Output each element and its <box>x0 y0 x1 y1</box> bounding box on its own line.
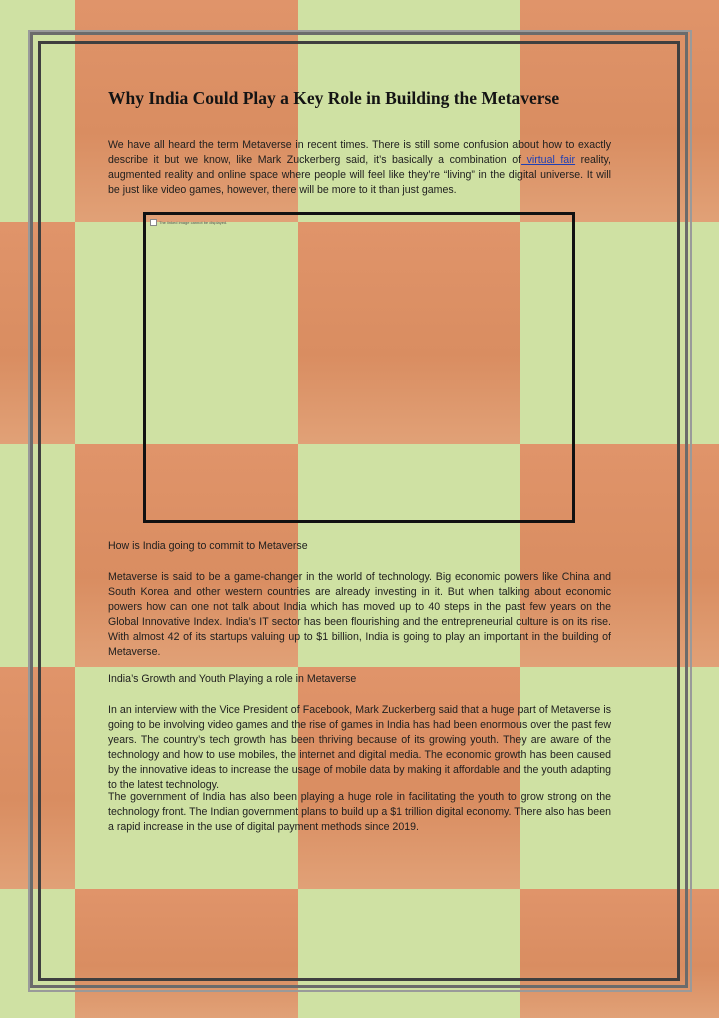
broken-image-icon <box>150 219 157 226</box>
broken-image-notice <box>150 219 227 226</box>
intro-text-end: reality, augmented reality and online space where people will feel like they’re “living” in the digital universe. It will be just like video games, however, there will be more to it than just games. <box>108 154 611 196</box>
intro-text-start: We have all heard the term Metaverse in recent times. There is still some confusion about how to exactly describe it but we know, like Mark Zuckerberg said, it’s basically a combination of <box>108 139 611 166</box>
broken-image-text: The linked image cannot be displayed. <box>159 220 228 225</box>
intro-paragraph <box>108 138 611 198</box>
section2-body-2: The government of India has also been playing a huge role in facilitating the youth to grow strong on the technology front. The Indian government plans to build up a $1 trillion digital economy. There also has been a rapid increase in the use of digital payment methods since 2019. <box>108 791 611 833</box>
broken-image-placeholder <box>143 212 575 523</box>
section2-body-1: In an interview with the Vice President of Facebook, Mark Zuckerberg said that a huge part of Metaverse is going to be involving video games and the rise of games in India has had been enormous over the past few years. The country’s tech growth has been thriving because of its growing youth. They are aware of the technology and how to use mobiles, the internet and digital media. The economic growth has been caused by the innovative ideas to increase the usage of mobile data by making it affordable and the youth adapting to the latest technology. <box>108 704 611 791</box>
section1-body: Metaverse is said to be a game-changer in the world of technology. Big economic powers like China and South Korea and other western countries are already investing in it. But when talking about economic powers how can one not talk about India which has moved up to 40 steps in the past few years on the Global Innovative Index. India’s IT sector has been flourishing and the entrepreneurial culture is on its rise. With almost 42 of its startups valuing up to $1 billion, India is going to play an important in the building of Metaverse. <box>108 571 611 658</box>
virtual-fair-link[interactable]: virtual fair <box>521 154 576 166</box>
section2-heading: India’s Growth and Youth Playing a role in Metaverse <box>108 673 357 685</box>
section1-heading: How is India going to commit to Metaverse <box>108 540 308 552</box>
article-title: Why India Could Play a Key Role in Building the Metaverse <box>108 88 560 108</box>
